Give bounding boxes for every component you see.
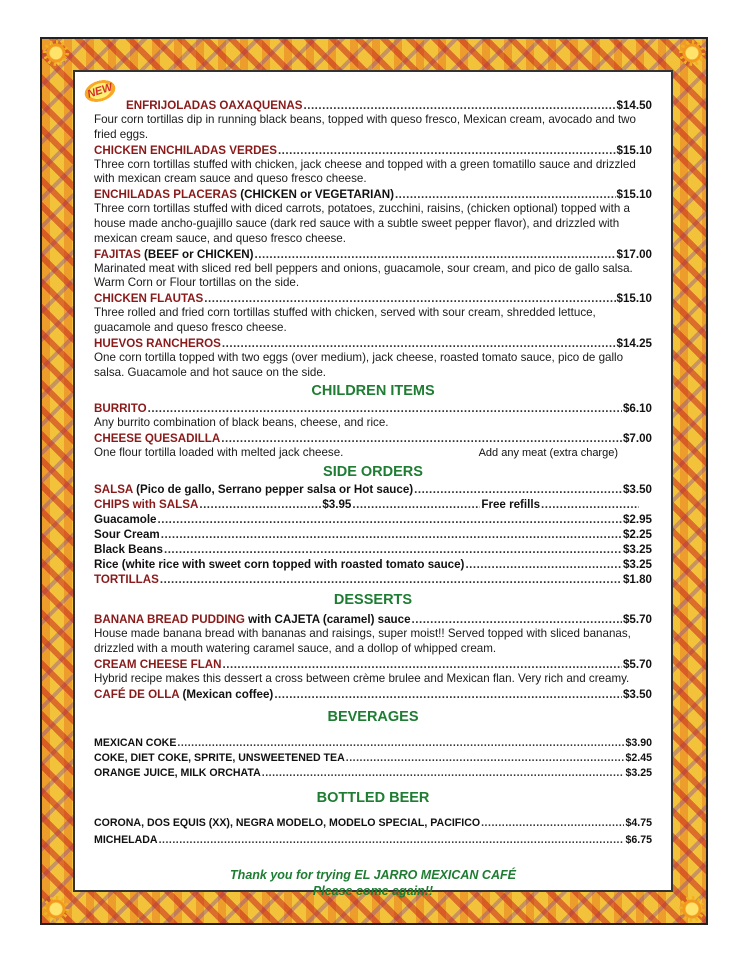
item-qualifier: (BEEF or CHICKEN) — [140, 247, 254, 261]
item-price: $17.00 — [616, 247, 652, 261]
item-description: House made banana bread with bananas and raisings, super moist!! Served topped with sliced bananas, drizzled with a mouth watering caramel sauce, and a dollop of whipped cream. — [94, 627, 631, 655]
item-description: Four corn tortillas dip in running black beans, topped with queso fresco, Mexican cream, avocado and two fried eggs. — [94, 113, 636, 141]
item-name: Rice (white rice with sweet corn topped with roasted tomato sauce) — [94, 558, 465, 572]
menu-item — [94, 187, 652, 246]
item-name: CHICKEN ENCHILADAS VERDES — [94, 143, 277, 157]
item-description: Any burrito combination of black beans, cheese, and rice. — [94, 416, 389, 430]
item-qualifier: (CHICKEN or VEGETARIAN) — [237, 188, 394, 202]
item-name: MICHELADA — [94, 833, 158, 846]
item-price: $15.10 — [616, 188, 652, 202]
item-note: Add any meat (extra charge) — [478, 447, 618, 460]
menu-item — [94, 751, 652, 766]
item-description: One flour tortilla loaded with melted jack cheese. — [94, 446, 344, 460]
item-name: CREAM CHEESE FLAN — [94, 657, 222, 671]
item-name: FAJITAS — [94, 247, 141, 261]
item-price: $3.50 — [622, 687, 652, 701]
menu-item — [94, 815, 652, 832]
item-name: COKE, DIET COKE, SPRITE, UNSWEETENED TEA — [94, 751, 345, 764]
menu-item — [94, 512, 652, 527]
item-price: $15.10 — [616, 143, 652, 157]
menu-item — [94, 497, 652, 512]
item-name: ORANGE JUICE, MILK ORCHATA — [94, 766, 261, 779]
item-price: $15.10 — [616, 292, 652, 306]
item-name: TORTILLAS — [94, 573, 159, 587]
item-qualifier: (Pico de gallo, Serrano pepper salsa or Hot sauce) — [132, 483, 414, 497]
item-price: $6.10 — [622, 402, 652, 416]
item-price: $7.00 — [622, 432, 652, 446]
item-price: $4.75 — [625, 816, 652, 829]
item-description: Hybrid recipe makes this dessert a cross between crème brulee and Mexican flan. Very rich and creamy. — [94, 671, 630, 685]
sun-icon — [679, 40, 705, 66]
menu-item — [94, 482, 652, 497]
item-price: $1.80 — [622, 573, 652, 587]
item-name: CHEESE QUESADILLA — [94, 432, 221, 446]
footer-come-again: Please come again!! — [312, 883, 434, 898]
item-price: $3.25 — [622, 543, 652, 557]
item-name: BURRITO — [94, 402, 147, 416]
menu-item — [94, 336, 652, 381]
menu-item — [94, 291, 652, 336]
item-name: Sour Cream — [94, 528, 160, 542]
item-price: $3.50 — [622, 483, 652, 497]
menu-item — [94, 572, 652, 587]
item-price: $2.95 — [622, 513, 652, 527]
item-description: Marinated meat with sliced red bell peppers and onions, guacamole, sour cream, and pico de gallo salsa. Warm Corn or Flour tortillas on the side. — [94, 261, 633, 290]
item-name: HUEVOS RANCHEROS — [94, 336, 221, 350]
item-name: SALSA — [94, 483, 133, 497]
item-price: $3.25 — [625, 766, 652, 779]
item-price: $2.25 — [622, 528, 652, 542]
section-title-sides: SIDE ORDERS — [323, 464, 423, 481]
item-qualifier: (Mexican coffee) — [179, 687, 274, 701]
sun-icon — [679, 896, 705, 922]
menu-item — [94, 527, 652, 542]
item-price: $5.70 — [622, 657, 652, 671]
menu-content — [94, 98, 652, 899]
item-name: CAFÉ DE OLLA — [94, 687, 180, 701]
menu-item — [94, 143, 652, 188]
menu-item — [94, 736, 652, 751]
menu-item — [94, 766, 652, 781]
item-price: $2.45 — [625, 751, 652, 764]
menu-item — [94, 557, 652, 572]
menu-item — [94, 542, 652, 557]
item-name: ENFRIJOLADAS OAXAQUENAS — [126, 99, 303, 112]
footer-thanks: Thank you for trying EL JARRO MEXICAN CAFÉ — [230, 867, 516, 882]
item-extra: Free refills — [481, 498, 541, 512]
item-name: ENCHILADAS PLACERAS — [94, 188, 237, 202]
item-name: Black Beans — [94, 543, 163, 557]
sun-icon — [43, 40, 69, 66]
item-price: $3.95 — [322, 498, 352, 512]
item-name: Guacamole — [94, 513, 157, 527]
item-price: $6.75 — [625, 833, 652, 846]
item-price: $5.70 — [622, 613, 652, 627]
item-name: CORONA, DOS EQUIS (XX), NEGRA MODELO, MODELO SPECIAL, PACIFICO — [94, 816, 481, 829]
section-title-desserts: DESSERTS — [333, 592, 413, 609]
new-badge-icon: NEW — [77, 72, 123, 109]
menu-item — [94, 832, 652, 849]
item-price: $3.25 — [622, 558, 652, 572]
menu-item — [94, 687, 652, 702]
item-name: BANANA BREAD PUDDING — [94, 613, 245, 627]
menu-item — [94, 431, 652, 461]
section-title-children: CHILDREN ITEMS — [311, 383, 435, 400]
menu-item — [94, 247, 652, 292]
item-price: $14.50 — [616, 99, 652, 112]
item-name: CHICKEN FLAUTAS — [94, 292, 204, 306]
item-price: $3.90 — [625, 736, 652, 749]
item-name: CHIPS with SALSA — [94, 498, 199, 512]
menu-item — [94, 401, 652, 431]
item-description: Three corn tortillas stuffed with chicken, jack cheese and topped with a green tomatillo sauce and drizzled with mexican cream sauce and queso fresco cheese. — [94, 157, 636, 186]
item-description: One corn tortilla topped with two eggs (over medium), jack cheese, roasted tomato sauce, pico de gallo salsa. Guacamole and hot sauce on the side. — [94, 350, 624, 379]
item-price: $14.25 — [616, 336, 652, 350]
section-title-beer: BOTTLED BEER — [316, 789, 430, 806]
item-description: Three corn tortillas stuffed with diced carrots, potatoes, zucchini, raisins, (chicken optional) topped with a house made ancho-guajillo sauce (dark red sauce with a subtle sweet pepper flavor), and drizzled with mexican cream sauce, and queso fresco cheese. — [94, 202, 630, 245]
item-name: MEXICAN COKE — [94, 736, 177, 749]
sun-icon — [43, 896, 69, 922]
item-description: Three rolled and fried corn tortillas stuffed with chicken, served with sour cream, shredded lettuce, guacamole and queso fresco cheese. — [94, 306, 596, 334]
menu-item — [94, 98, 652, 143]
item-qualifier: with CAJETA (caramel) sauce — [244, 613, 411, 627]
menu-item — [94, 612, 652, 657]
menu-item — [94, 657, 652, 687]
section-title-beverages: BEVERAGES — [327, 708, 419, 725]
